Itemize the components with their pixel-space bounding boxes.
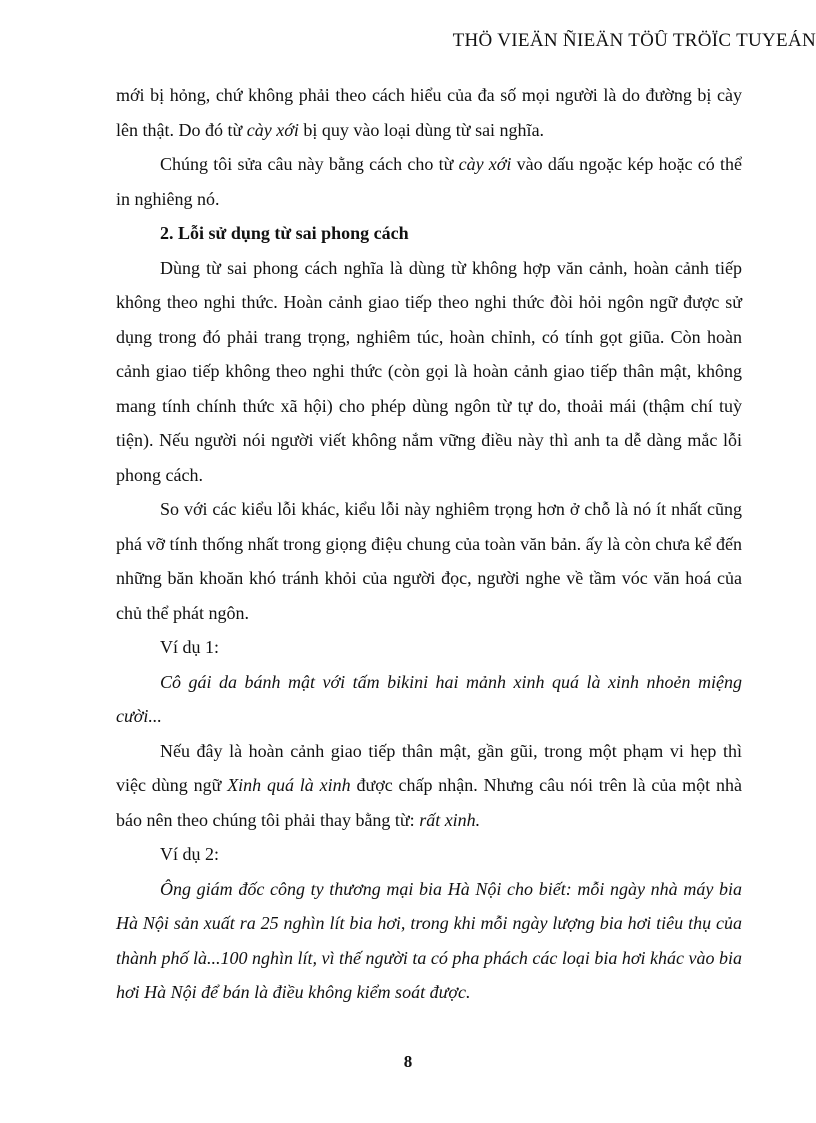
paragraph: So với các kiểu lỗi khác, kiểu lỗi này nghiêm trọng hơn ở chỗ là nó ít nhất cũng phá vỡ tính thống nhất trong giọng điệu chung của toàn văn bản. ấy là còn chưa kể đến những băn khoăn khó tránh khỏi của người đọc, người nghe về tầm vóc văn hoá của chủ thể phát ngôn. (116, 499, 742, 623)
example-quote: Ông giám đốc công ty thương mại bia Hà Nội cho biết: mỗi ngày nhà máy bia Hà Nội sản xuất ra 25 nghìn lít bia hơi, trong khi mỗi ngày lượng bia hơi tiêu thụ của thành phố là...100 nghìn lít, vì thế người ta có pha phách các loại bia hơi khác vào bia hơi Hà Nội để bán là điều không kiểm soát được. (116, 878, 742, 1002)
example-label: Ví dụ 1: (160, 637, 220, 657)
paragraph: Nếu đây là hoàn cảnh giao tiếp thân mật, gần gũi, trong một phạm vi hẹp thì việc dùng ngữ Xinh quá là xinh được chấp nhận. Nhưng câu nói trên là của một nhà báo nên theo chúng tôi phải thay bằng từ: rất xinh. (116, 740, 742, 830)
paragraph: mới bị hỏng, chứ không phải theo cách hiểu của đa số mọi người là do đường bị cày lên thật. Do đó từ cày xới bị quy vào loại dùng từ sai nghĩa. (116, 85, 742, 140)
page-header: THÖ VIEÄN ÑIEÄN TÖÛ TRÖÏC TUYEÁN (452, 30, 816, 51)
page-number: 8 (403, 1052, 413, 1071)
paragraph: Dùng từ sai phong cách nghĩa là dùng từ không hợp văn cảnh, hoàn cảnh tiếp không theo nghi thức. Hoàn cảnh giao tiếp theo nghi thức đòi hỏi ngôn ngữ được sử dụng trong đó phải trang trọng, nghiêm túc, hoàn chỉnh, có tính gọt giũa. Còn hoàn cảnh giao tiếp không theo nghi thức (còn gọi là hoàn cảnh giao tiếp thân mật, không mang tính chính thức xã hội) cho phép dùng ngôn từ tự do, thoải mái (thậm chí tuỳ tiện). Nếu người nói người viết không nắm vững điều này thì anh ta dễ dàng mắc lỗi phong cách. (116, 257, 742, 485)
section-heading: 2. Lỗi sử dụng từ sai phong cách (160, 223, 409, 243)
document-body (116, 78, 742, 1010)
paragraph: Chúng tôi sửa câu này bằng cách cho từ cày xới vào dấu ngoặc kép hoặc có thể in nghiêng nó. (116, 154, 743, 209)
example-label: Ví dụ 2: (160, 844, 220, 864)
example-quote: Cô gái da bánh mật với tấm bikini hai mảnh xinh quá là xinh nhoẻn miệng cười... (116, 671, 742, 726)
